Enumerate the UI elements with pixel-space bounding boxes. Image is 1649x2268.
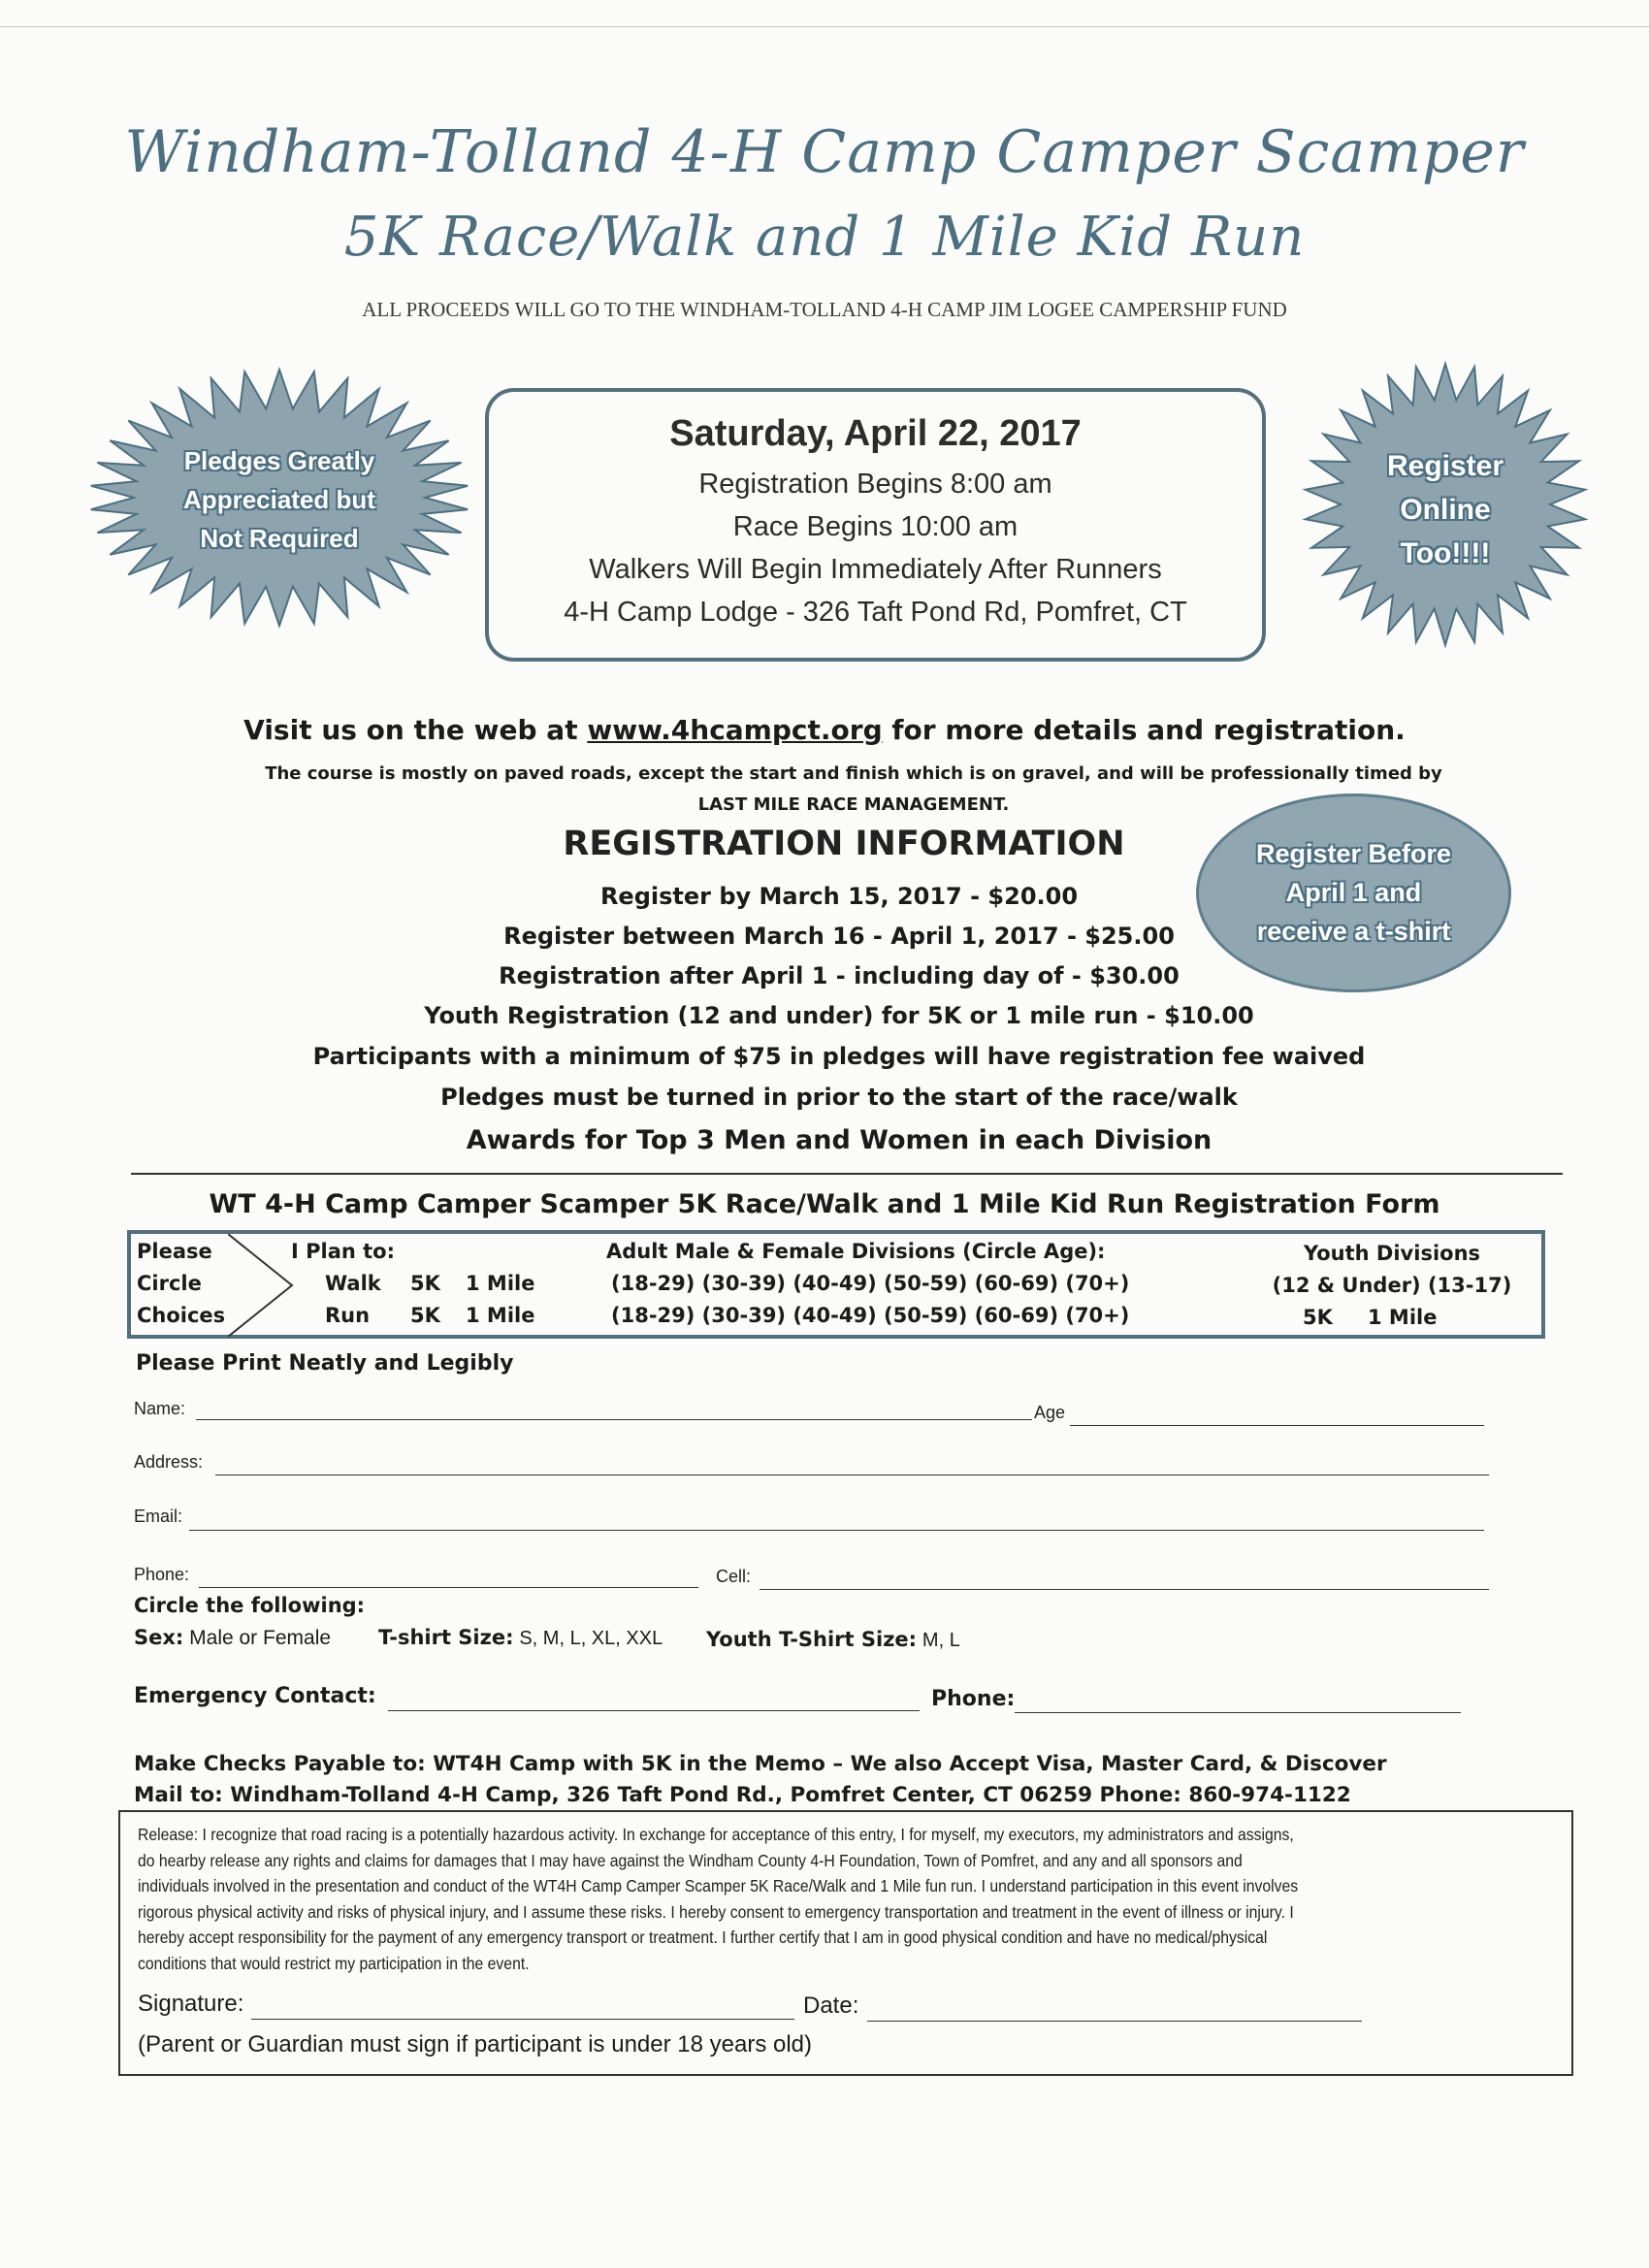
- pledge-waiver-line: Participants with a minimum of $75 in pledges will have registration fee waived: [312, 1043, 1366, 1070]
- race-begins: Race Begins 10:00 am: [732, 511, 1018, 542]
- signature-label: Signature:: [138, 1991, 244, 2017]
- email-field[interactable]: [189, 1530, 1484, 1531]
- tshirt-size-options[interactable]: S, M, L, XL, XXL: [519, 1628, 663, 1649]
- youth-fee-line: Youth Registration (12 and under) for 5K or 1 mile run - $10.00: [424, 1002, 1254, 1029]
- adult-age-options-walk[interactable]: (18-29) (30-39) (40-49) (50-59) (60-69) (70+): [611, 1272, 1130, 1295]
- release-line: hereby accept responsibility for the payment of any emergency transport or treatment. I further certify that I am in good physical condition and have no medical/physical: [138, 1928, 1268, 1947]
- event-title-line2: 5K Race/Walk and 1 Mile Kid Run: [343, 206, 1306, 269]
- tshirt-oval-line1: Register Before: [1255, 839, 1452, 868]
- address-label: Address:: [134, 1452, 204, 1472]
- youth-age-options[interactable]: (12 & Under) (13-17): [1272, 1274, 1512, 1297]
- pledges-line1: Pledges Greatly: [183, 446, 375, 475]
- date-label: Date:: [803, 1993, 859, 2019]
- cell-label: Cell:: [716, 1567, 752, 1586]
- name-label: Name:: [134, 1399, 186, 1418]
- emergency-phone-field[interactable]: [1015, 1712, 1461, 1713]
- register-online-line2: Online: [1400, 494, 1491, 526]
- web-visit-line: [0, 714, 1649, 746]
- walk-5k-option[interactable]: 5K: [410, 1272, 440, 1295]
- event-title-line1: Windham-Tolland 4-H Camp Camper Scamper: [124, 118, 1525, 186]
- signature-field[interactable]: [251, 2019, 794, 2020]
- course-line1: The course is mostly on paved roads, except the start and finish which is on gravel, and will be professionally timed by: [265, 763, 1442, 784]
- registration-begins: Registration Begins 8:00 am: [698, 469, 1052, 500]
- event-date: Saturday, April 22, 2017: [669, 413, 1082, 454]
- phone-label: Phone:: [134, 1565, 190, 1584]
- course-line2: LAST MILE RACE MANAGEMENT.: [697, 794, 1010, 815]
- tshirt-oval-line2: April 1 and: [1285, 878, 1422, 907]
- pledges-line2: Appreciated but: [183, 485, 375, 514]
- plan-header: I Plan to:: [291, 1240, 396, 1263]
- registration-heading: REGISTRATION INFORMATION: [563, 825, 1125, 863]
- print-neatly-note: Please Print Neatly and Legibly: [136, 1351, 514, 1376]
- website-link[interactable]: www.4hcampct.org: [587, 714, 883, 746]
- tshirt-row: [378, 1626, 663, 1650]
- pledge-deadline-line: Pledges must be turned in prior to the start of the race/walk: [440, 1084, 1238, 1111]
- walk-1-mile-option[interactable]: 1 Mile: [466, 1272, 535, 1295]
- choices-word: Choices: [137, 1304, 226, 1327]
- release-box: [118, 1810, 1573, 2076]
- emergency-contact-field[interactable]: [388, 1710, 920, 1711]
- register-online-line1: Register: [1386, 450, 1504, 482]
- youth-tshirt-size-options[interactable]: M, L: [922, 1630, 960, 1651]
- youth-tshirt-size-label: Youth T-Shirt Size:: [706, 1628, 918, 1651]
- section-divider: [131, 1173, 1563, 1175]
- fee-line: Registration after April 1 - including day of - $30.00: [499, 962, 1180, 989]
- circle-word: Circle: [137, 1272, 202, 1295]
- fee-line: Register between March 16 - April 1, 2017 - $25.00: [503, 923, 1175, 950]
- youth-5k-option[interactable]: 5K: [1303, 1306, 1333, 1329]
- age-field[interactable]: [1070, 1425, 1484, 1426]
- address-field[interactable]: [215, 1474, 1489, 1475]
- event-info-box: [485, 388, 1266, 662]
- youth-divisions-header: Youth Divisions: [1303, 1242, 1481, 1265]
- sex-options[interactable]: Male or Female: [189, 1627, 332, 1649]
- run-5k-option[interactable]: 5K: [410, 1304, 440, 1327]
- plan-run-option[interactable]: Run: [325, 1304, 371, 1327]
- event-location: 4-H Camp Lodge - 326 Taft Pond Rd, Pomfret, CT: [564, 597, 1187, 628]
- release-line: individuals involved in the presentation and conduct of the WT4H Camp Camper Scamper 5K Race/Walk and 1 Mile fun run. I understand participation in this event involves: [138, 1876, 1299, 1895]
- tshirt-size-label: T-shirt Size:: [378, 1626, 514, 1649]
- guardian-note: (Parent or Guardian must sign if participant is under 18 years old): [138, 2031, 813, 2057]
- web-visit-suffix: for more details and registration.: [882, 714, 1406, 746]
- youth-1-mile-option[interactable]: 1 Mile: [1368, 1306, 1438, 1329]
- run-1-mile-option[interactable]: 1 Mile: [466, 1304, 535, 1327]
- phone-field[interactable]: [199, 1587, 698, 1588]
- form-title: WT 4-H Camp Camper Scamper 5K Race/Walk and 1 Mile Kid Run Registration Form: [209, 1189, 1440, 1219]
- adult-divisions-header: Adult Male & Female Divisions (Circle Age):: [606, 1240, 1106, 1263]
- age-label: Age: [1034, 1403, 1066, 1422]
- email-label: Email:: [134, 1507, 183, 1526]
- circle-following-label: Circle the following:: [134, 1594, 366, 1617]
- emergency-contact-label: Emergency Contact:: [134, 1684, 376, 1708]
- youth-tshirt-row: [706, 1628, 960, 1652]
- awards-line: Awards for Top 3 Men and Women in each Division: [466, 1125, 1212, 1155]
- chevron-right-icon: [228, 1234, 296, 1337]
- checks-payable-note: Make Checks Payable to: WT4H Camp with 5K in the Memo – We also Accept Visa, Master Card, & Discover: [134, 1752, 1387, 1776]
- pledges-line3: Not Required: [200, 524, 359, 553]
- proceeds-note: ALL PROCEEDS WILL GO TO THE WINDHAM-TOLLAND 4-H CAMP JIM LOGEE CAMPERSHIP FUND: [362, 298, 1287, 321]
- cell-field[interactable]: [760, 1589, 1489, 1590]
- please-word: Please: [137, 1240, 212, 1263]
- tshirt-oval-line3: receive a t-shirt: [1256, 917, 1451, 946]
- date-field[interactable]: [867, 2021, 1362, 2022]
- release-line: rigorous physical activity and risks of physical injury, and I assume these risks. I hereby consent to emergency transportation and treatment in the event of illness or injury. I: [138, 1901, 1294, 1922]
- register-online-line3: Too!!!!: [1400, 537, 1491, 569]
- register-online-text: [1348, 444, 1542, 575]
- sex-row: [134, 1626, 331, 1650]
- division-choices-box: [127, 1230, 1545, 1339]
- top-edge-line: [0, 26, 1649, 27]
- tshirt-oval-text: [1196, 834, 1511, 951]
- release-text: [138, 1822, 1535, 1976]
- sex-label: Sex:: [134, 1626, 184, 1649]
- release-line: conditions that would restrict my participation in the event.: [138, 1953, 530, 1973]
- plan-walk-option[interactable]: Walk: [325, 1272, 381, 1295]
- walkers-note: Walkers Will Begin Immediately After Runners: [589, 554, 1162, 585]
- fee-line: Register by March 15, 2017 - $20.00: [599, 883, 1079, 910]
- mail-to-note: Mail to: Windham-Tolland 4-H Camp, 326 Taft Pond Rd., Pomfret Center, CT 06259 Phone: 860-974-1122: [134, 1783, 1351, 1807]
- adult-age-options-run[interactable]: (18-29) (30-39) (40-49) (50-59) (60-69) (70+): [611, 1304, 1130, 1327]
- name-field[interactable]: [196, 1419, 1032, 1420]
- pledges-starburst-text: [134, 441, 425, 558]
- release-line: Release: I recognize that road racing is a potentially hazardous activity. In exchange for acceptance of this entry, I for myself, my executors, my administrators and assigns,: [138, 1825, 1294, 1844]
- web-visit-prefix: Visit us on the web at: [243, 714, 588, 746]
- emergency-phone-label: Phone:: [931, 1687, 1016, 1711]
- release-line: do hearby release any rights and claims for damages that I may have against the Windham County 4-H Foundation, Town of Pomfret, and any and all sponsors and: [138, 1850, 1243, 1870]
- please-circle-label: [137, 1236, 225, 1332]
